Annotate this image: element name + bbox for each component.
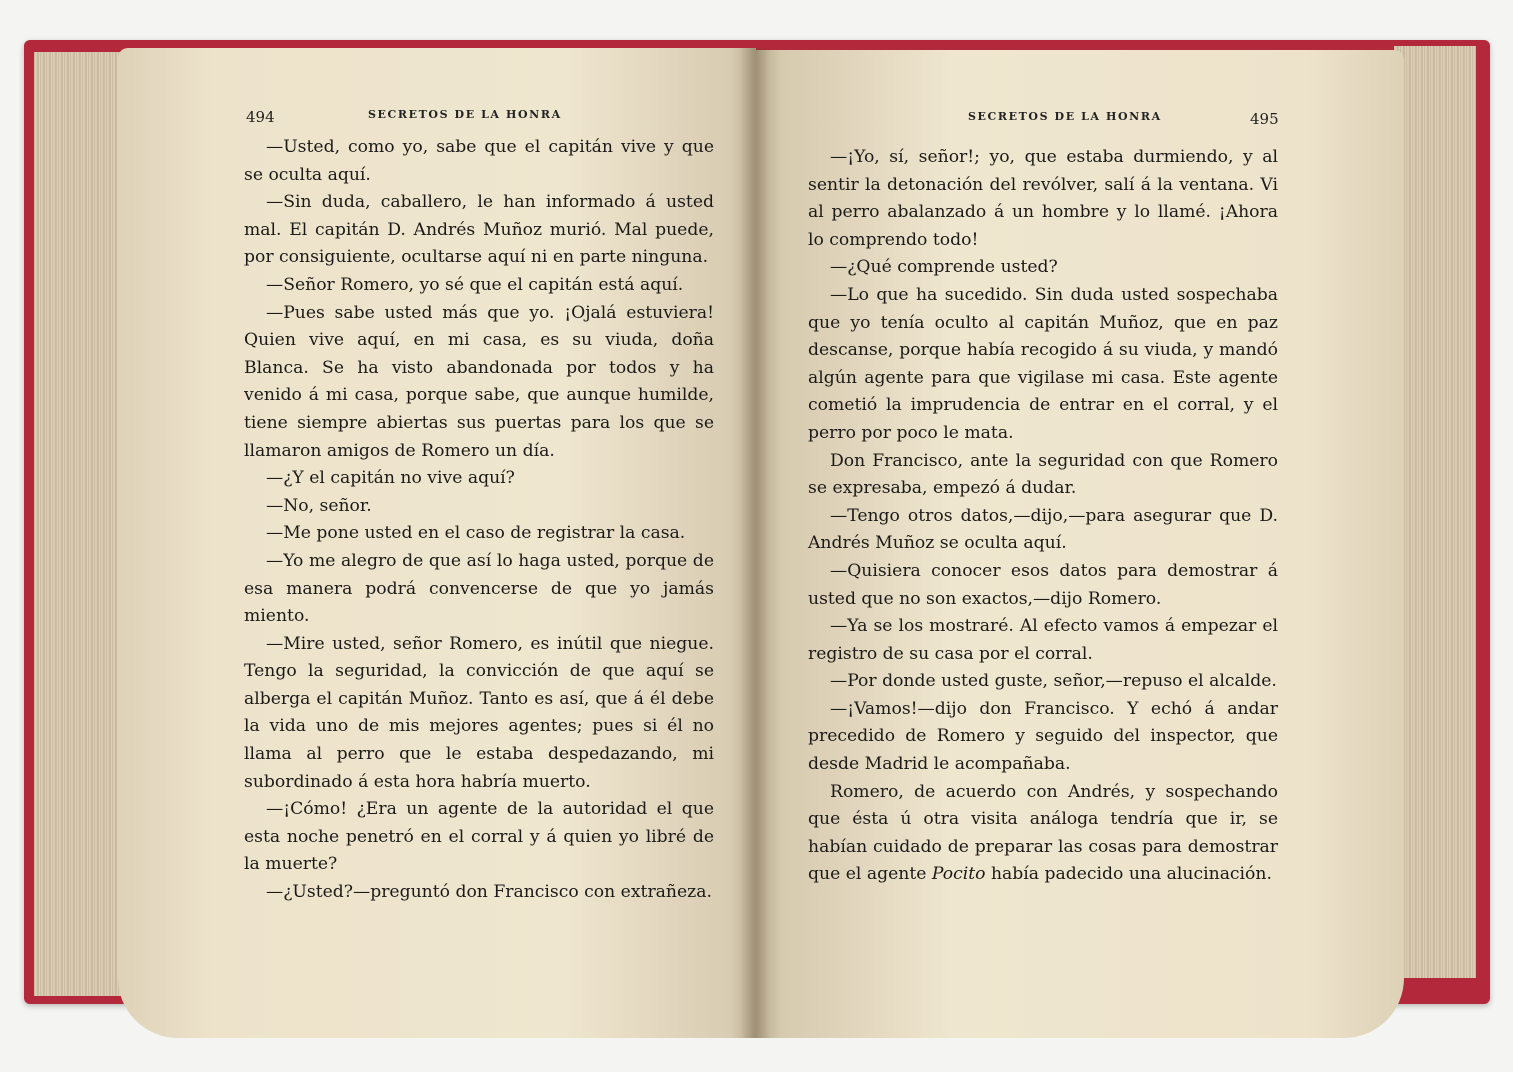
right-page: [756, 50, 1404, 1038]
right-page-edges: [1394, 46, 1476, 978]
paragraph: —No, señor.: [266, 495, 372, 516]
paragraph: —Por donde usted guste, señor,—repuso el alcalde.: [830, 671, 1277, 692]
left-page: [118, 48, 756, 1038]
paragraph: —¡Cómo! ¿Era un agente de la autoridad el que esta noche penetró en el corral y á quien yo libré de la muerte?: [244, 799, 714, 875]
paragraph: —Usted, como yo, sabe que el capitán vive y que se oculta aquí.: [244, 137, 714, 185]
italic-name: Pocito: [931, 864, 986, 885]
paragraph: —¡Vamos!—dijo don Francisco. Y echó á andar precedido de Romero y seguido del inspector, que desde Madrid le acompañaba.: [808, 698, 1278, 775]
paragraph: —¿Usted?—preguntó don Francisco con extrañeza.: [266, 882, 712, 903]
paragraph: [808, 779, 1278, 889]
paragraph: —Mire usted, señor Romero, es inútil que niegue. Tengo la seguridad, la convicción de que aquí se alberga el capitán Muñoz. Tanto es así, que á él debe la vida uno de mis mejores agentes; pues si él no llama al perro que le estaba despedazando, mi subordinado á esta hora habría muerto.: [244, 633, 714, 792]
paragraph-text: había padecido una alucinación.: [985, 864, 1272, 885]
paragraph: —¿Qué comprende usted?: [830, 257, 1058, 278]
right-running-title: SECRETOS DE LA HONRA: [968, 110, 1162, 123]
paragraph: —Yo me alegro de que así lo haga usted, porque de esa manera podrá convencerse de que yo jamás miento.: [244, 550, 714, 627]
paragraph: —¡Yo, sí, señor!; yo, que estaba durmiendo, y al sentir la detonación del revólver, salí á la ventana. Vi al perro abalanzado á un hombre y lo llamé. ¡Ahora lo comprendo todo!: [808, 147, 1278, 250]
paragraph: —Sin duda, caballero, le han informado á usted mal. El capitán D. Andrés Muñoz murió. Mal puede, por consiguiente, ocultarse aquí ni en parte ninguna.: [244, 192, 714, 268]
paragraph: —Señor Romero, yo sé que el capitán está aquí.: [266, 274, 684, 295]
paragraph: —Tengo otros datos,—dijo,—para asegurar que D. Andrés Muñoz se oculta aquí.: [808, 505, 1278, 554]
paragraph: —¿Y el capitán no vive aquí?: [266, 468, 515, 489]
paragraph: —Me pone usted en el caso de registrar la casa.: [266, 523, 686, 544]
paragraph: Don Francisco, ante la seguridad con que Romero se expresaba, empezó á dudar.: [808, 450, 1278, 499]
paragraph: —Ya se los mostraré. Al efecto vamos á empezar el registro de su casa por el corral.: [808, 616, 1278, 664]
book-gutter: [740, 48, 770, 1038]
paragraph-text: Romero, de acuerdo con Andrés, y sospechando que ésta ú otra visita análoga tendría que ir, se habían cuidado de preparar las cosas para demostrar que el agente: [808, 781, 1278, 885]
paragraph: —Lo que ha sucedido. Sin duda usted sospechaba que yo tenía oculto al capitán Muñoz, que en paz descanse, porque había recogido á su viuda, y mandó algún agente para que vigilase mi casa. Este agente cometió la imprudencia de entrar en el corral, y el perro por poco le mata.: [808, 284, 1278, 443]
paragraph: —Pues sabe usted más que yo. ¡Ojalá estuviera! Quien vive aquí, en mi casa, es su viuda, doña Blanca. Se ha visto abandonada por todos y ha venido á mi casa, porque sabe, que aunque humilde, tiene siempre abiertas sus puertas para los que se llamaron amigos de Romero un día.: [244, 302, 714, 461]
left-page-number: 494: [246, 108, 275, 126]
right-page-number: 495: [1250, 110, 1279, 128]
paragraph: —Quisiera conocer esos datos para demostrar á usted que no son exactos,—dijo Romero.: [808, 560, 1278, 609]
right-page-body: [808, 144, 1278, 889]
left-running-title: SECRETOS DE LA HONRA: [368, 108, 562, 121]
left-page-body: [244, 134, 714, 907]
